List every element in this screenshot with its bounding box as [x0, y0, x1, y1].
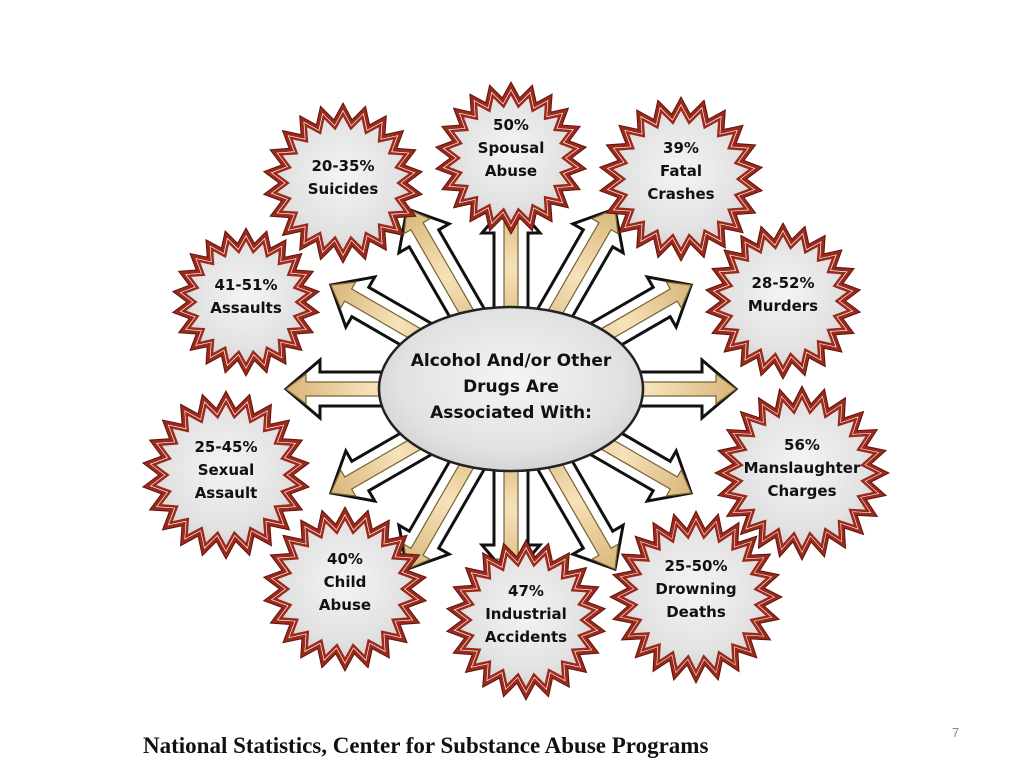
burst-murders — [706, 223, 860, 379]
burst-label-line: Crashes — [647, 185, 715, 203]
center-label-line: Drugs Are — [463, 377, 559, 397]
burst-label-line: Accidents — [484, 628, 568, 646]
burst-label-line: 56% — [784, 436, 820, 454]
burst-label-line: Abuse — [318, 596, 372, 614]
burst-manslaughter-charges — [715, 386, 889, 560]
source-caption: National Statistics, Center for Substance Abuse Programs — [143, 733, 709, 758]
burst-label-line: 40% — [327, 550, 363, 568]
burst-label-line: Sexual — [197, 461, 255, 479]
page-number: 7 — [952, 725, 960, 740]
burst-label-line: 25-50% — [664, 557, 728, 575]
burst-label-line: Fatal — [660, 162, 702, 180]
burst-fatal-crashes — [600, 97, 762, 261]
burst-label-line: Suicides — [307, 180, 379, 198]
burst-label-line: 39% — [663, 139, 699, 157]
burst-label-line: 28-52% — [751, 274, 815, 292]
burst-label-line: 47% — [508, 582, 544, 600]
burst-label-line: Spousal — [477, 139, 545, 157]
burst-label-line: Abuse — [484, 162, 538, 180]
burst-industrial-accidents — [447, 540, 605, 700]
burst-label-line: 41-51% — [214, 276, 278, 294]
burst-drowning-deaths — [610, 511, 782, 683]
burst-label-line: Drowning — [655, 580, 737, 598]
burst-label-line: Deaths — [666, 603, 726, 621]
burst-label-line: 50% — [493, 116, 529, 134]
burst-label-line: Murders — [747, 297, 819, 315]
burst-label-line: 25-45% — [194, 438, 258, 456]
burst-spousal-abuse — [436, 82, 586, 234]
burst-assaults — [173, 228, 319, 376]
center-label-line: Alcohol And/or Other — [410, 351, 612, 371]
burst-label-line: Charges — [767, 482, 837, 500]
burst-label-line: Manslaughter — [743, 459, 861, 477]
burst-suicides — [264, 103, 422, 263]
center-label-line: Associated With: — [430, 403, 592, 423]
burst-sexual-assault — [143, 391, 309, 559]
burst-label-line: Child — [323, 573, 367, 591]
center-hub — [379, 307, 643, 471]
burst-label-line: Assault — [194, 484, 258, 502]
burst-label-line: 20-35% — [311, 157, 375, 175]
burst-label-line: Assaults — [210, 299, 282, 317]
burst-label-line: Industrial — [485, 605, 567, 623]
